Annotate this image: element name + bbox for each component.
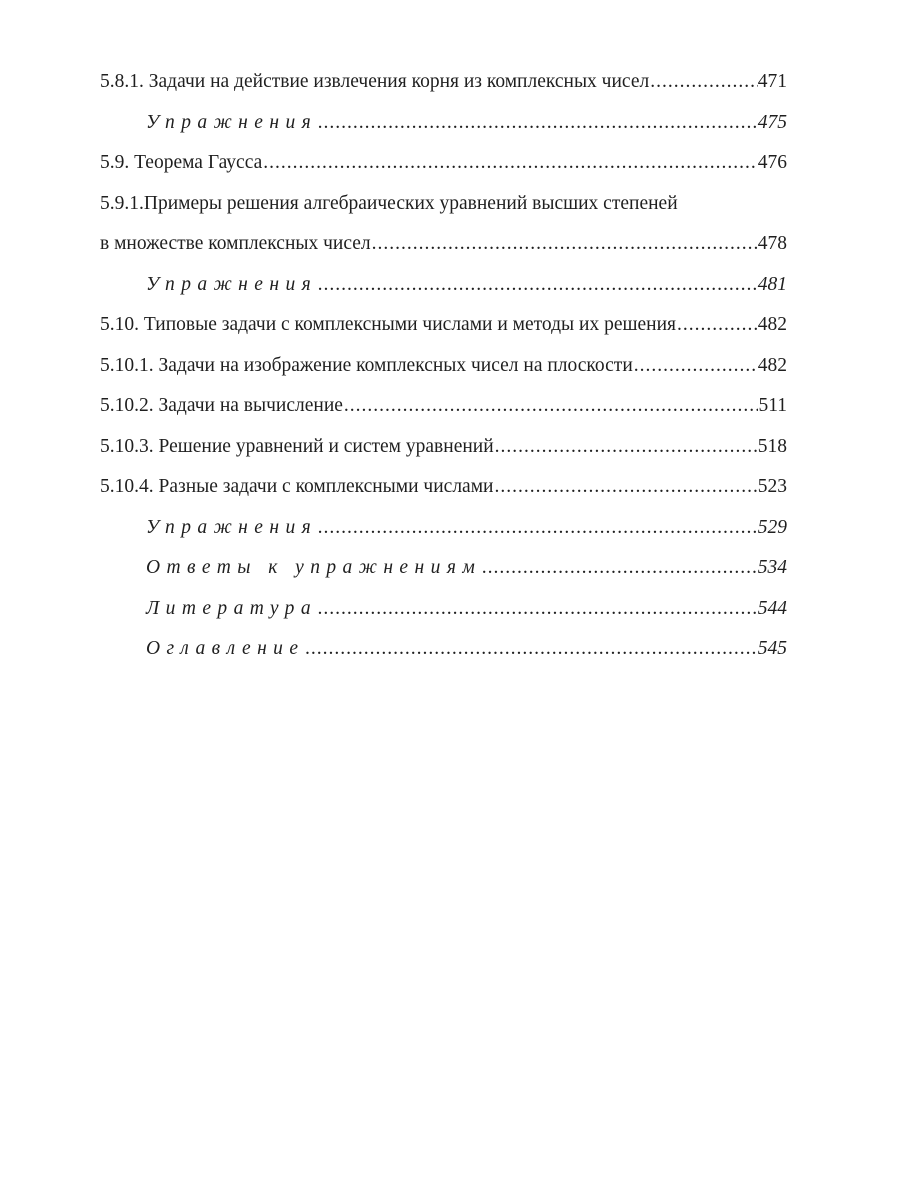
toc-entry	[100, 427, 787, 468]
toc-entry	[100, 467, 787, 508]
toc-entry-label: 5.9. Теорема Гаусса	[100, 152, 263, 173]
toc-entry-label: Литература	[146, 597, 318, 619]
toc-entry-page: 475	[757, 111, 787, 133]
toc-entry-label: 5.10.1. Задачи на изображение комплексных чисел на плоскости	[100, 354, 633, 376]
toc-entry	[100, 589, 787, 630]
dot-leader	[482, 548, 758, 589]
toc-entry-page: 544	[757, 597, 787, 619]
dot-leader	[318, 508, 758, 549]
toc-entry-label: Упражнения	[146, 273, 318, 295]
toc-entry	[100, 305, 787, 346]
toc-entry-page: 529	[757, 516, 787, 538]
toc-entry-label: 5.10.2. Задачи на вычисление	[100, 395, 343, 416]
dot-leader	[263, 143, 758, 184]
dot-leader	[495, 467, 758, 508]
toc-entry	[100, 265, 787, 306]
toc-entry-label: 5.9.1.Примеры решения алгебраических уравнений высших степеней	[100, 192, 678, 214]
toc-entry-page: 471	[757, 71, 787, 92]
table-of-contents	[100, 62, 787, 670]
dot-leader	[344, 386, 759, 427]
dot-leader	[634, 346, 758, 387]
dot-leader	[305, 629, 757, 670]
dot-leader	[318, 265, 758, 306]
toc-entry	[100, 346, 787, 387]
toc-entry	[100, 62, 787, 103]
toc-entry-label: Упражнения	[146, 516, 318, 538]
toc-entry-label: Упражнения	[146, 111, 318, 133]
toc-entry-page: 545	[757, 638, 787, 659]
toc-entry-label: Ответы к упражнениям	[146, 557, 482, 578]
toc-entry-page: 534	[757, 557, 787, 578]
toc-entry-page: 478	[757, 233, 787, 254]
toc-entry-label: 5.8.1. Задачи на действие извлечения корня из комплексных чисел	[100, 71, 650, 92]
toc-entry-page: 511	[758, 395, 787, 416]
toc-entry	[100, 143, 787, 184]
toc-entry-page: 476	[757, 152, 787, 173]
toc-entry-page: 482	[757, 314, 787, 335]
toc-entry	[100, 103, 787, 144]
dot-leader	[318, 103, 758, 144]
dot-leader	[372, 224, 758, 265]
dot-leader	[318, 589, 758, 630]
toc-entry-label: 5.10. Типовые задачи с комплексными числами и методы их решения	[100, 314, 676, 335]
toc-entry-page: 482	[757, 354, 787, 376]
toc-entry	[100, 548, 787, 589]
toc-entry	[100, 386, 787, 427]
toc-entry-label: 5.10.4. Разные задачи с комплексными числами	[100, 476, 494, 497]
toc-entry-page: 481	[757, 273, 787, 295]
dot-leader	[650, 62, 758, 103]
toc-entry-label: Оглавление	[146, 638, 305, 659]
toc-entry	[100, 224, 787, 265]
toc-entry	[100, 508, 787, 549]
toc-entry-label: в множестве комплексных чисел	[100, 233, 371, 254]
toc-entry	[100, 184, 787, 225]
toc-entry	[100, 629, 787, 670]
toc-entry-page: 523	[757, 476, 787, 497]
dot-leader	[677, 305, 758, 346]
dot-leader	[495, 427, 758, 468]
toc-entry-page: 518	[757, 435, 787, 457]
toc-entry-label: 5.10.3. Решение уравнений и систем уравнений	[100, 435, 494, 457]
